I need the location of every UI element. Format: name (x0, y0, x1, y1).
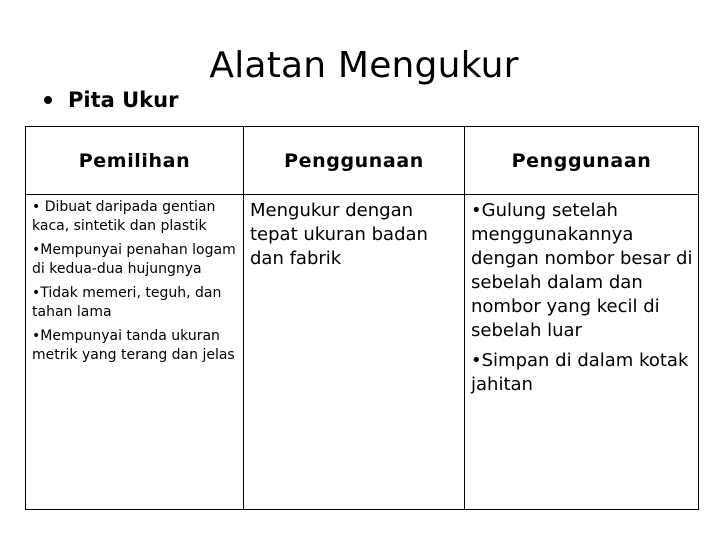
bullet-dot-icon (44, 96, 52, 104)
cell-pemilihan (26, 195, 244, 510)
header-pemilihan: Pemilihan (26, 127, 244, 195)
list-item: • Dibuat daripada gentian kaca, sintetik dan plastik (32, 199, 216, 234)
header-penggunaan-1: Penggunaan (244, 127, 465, 195)
list-item: •Mempunyai penahan logam di kedua-dua hujungnya (32, 242, 236, 277)
table-header-row (26, 127, 699, 195)
header-penggunaan-2: Penggunaan (465, 127, 699, 195)
table-row (26, 195, 699, 510)
list-item: •Tidak memeri, teguh, dan tahan lama (32, 285, 222, 320)
slide-title: Alatan Mengukur (209, 45, 519, 87)
cell-text: Mengukur dengan tepat ukuran badan dan fabrik (250, 200, 428, 269)
list-item: •Simpan di dalam kotak jahitan (471, 350, 689, 395)
bullet-item (44, 86, 178, 114)
list-item: •Gulung setelah menggunakannya dengan nombor besar di sebelah dalam dan nombor yang kecil di sebelah luar (471, 200, 693, 341)
cell-penggunaan-1 (244, 195, 465, 510)
bullet-label: Pita Ukur (68, 88, 179, 112)
info-table (25, 126, 699, 510)
cell-penggunaan-2 (465, 195, 699, 510)
list-item: •Mempunyai tanda ukuran metrik yang terang dan jelas (32, 328, 235, 363)
